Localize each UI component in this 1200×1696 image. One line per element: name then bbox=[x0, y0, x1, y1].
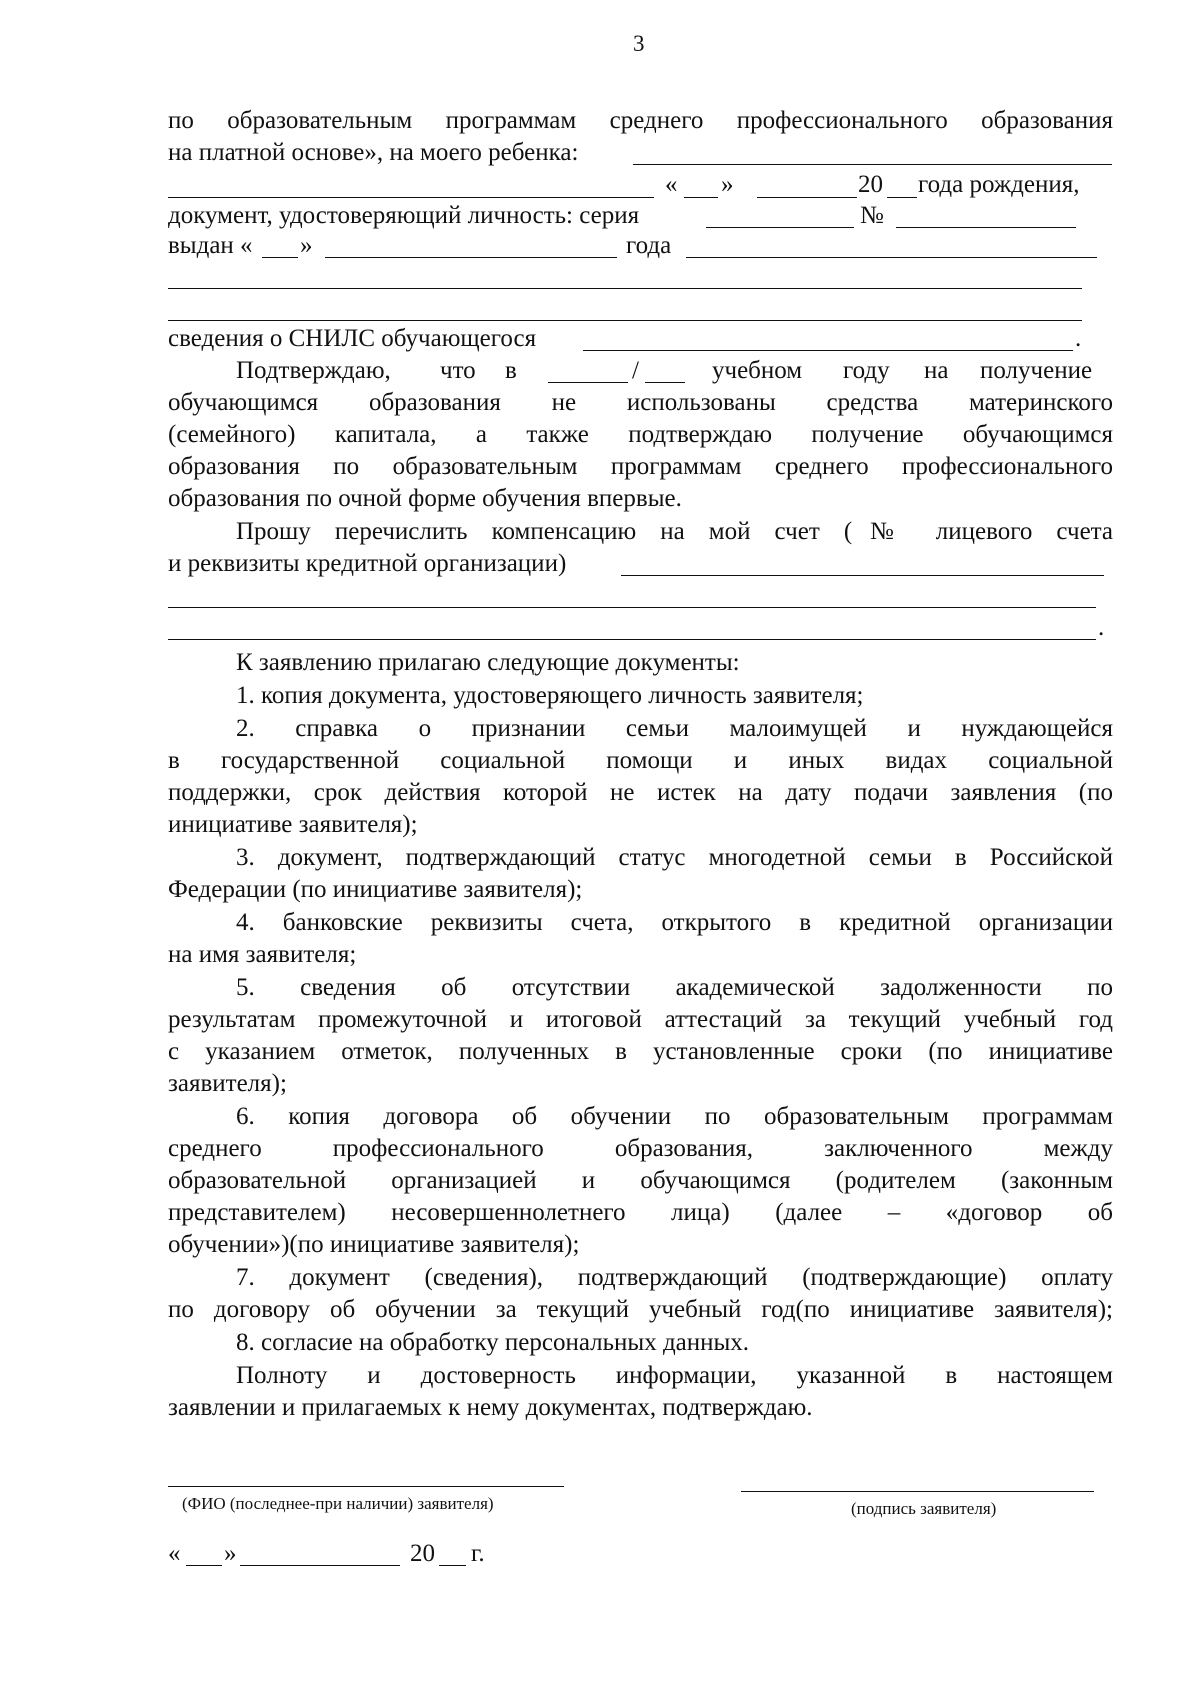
applicant-signature-field[interactable] bbox=[741, 1491, 1094, 1492]
doc-number-field[interactable] bbox=[896, 227, 1076, 228]
child-name-field-cont[interactable] bbox=[168, 197, 654, 198]
confirm-word-4: учебном bbox=[712, 357, 803, 384]
confirm-line-4: образования по образовательным программам среднего профессионального bbox=[168, 453, 1113, 480]
date-quote-open: « bbox=[168, 1540, 181, 1567]
date-month-field[interactable] bbox=[240, 1565, 400, 1566]
confirm-word-3: в bbox=[505, 357, 517, 384]
attachment-item-6-line-5: обучении»)(по инициативе заявителя); bbox=[168, 1231, 580, 1258]
birth-year-field[interactable] bbox=[887, 197, 917, 198]
confirm-line-3: (семейного) капитала, а также подтверждаю получение обучающимся bbox=[168, 421, 1113, 448]
date-year-field[interactable] bbox=[439, 1565, 466, 1566]
confirm-line-5: образования по очной форме обучения впервые. bbox=[168, 485, 682, 512]
fio-caption: (ФИО (последнее-при наличии) заявителя) bbox=[182, 1494, 494, 1513]
attachment-item-4-line-1: 4. банковские реквизиты счета, открытого в кредитной организации bbox=[236, 909, 1113, 936]
attachment-item-6-line-1: 6. копия договора об обучении по образовательным программам bbox=[236, 1103, 1113, 1130]
attachment-item-2-line-2: в государственной социальной помощи и иных видах социальной bbox=[168, 747, 1113, 774]
birth-quote-open: « bbox=[665, 171, 678, 198]
attachment-item-6-line-2: среднего профессионального образования, заключенного между bbox=[168, 1135, 1113, 1162]
birth-label: года рождения, bbox=[918, 171, 1080, 198]
doc-label: документ, удостоверяющий личность: серия bbox=[168, 202, 640, 229]
birth-day-field[interactable] bbox=[684, 197, 718, 198]
signature-caption: (подпись заявителя) bbox=[851, 1499, 997, 1518]
confirm-word-5: году bbox=[843, 357, 890, 384]
completeness-line-1: Полноту и достоверность информации, указанной в настоящем bbox=[236, 1362, 1113, 1389]
attachment-item-5-line-4: заявителя); bbox=[168, 1070, 287, 1097]
doc-series-field[interactable] bbox=[706, 227, 854, 228]
attachment-item-5-line-3: с указанием отметок, полученных в установленные сроки (по инициативе bbox=[168, 1038, 1113, 1065]
academic-year-end-field[interactable] bbox=[645, 382, 685, 383]
issued-by-field-cont-2[interactable] bbox=[168, 320, 1082, 321]
birth-month-field[interactable] bbox=[757, 197, 857, 198]
number-sign: № bbox=[860, 202, 884, 229]
completeness-line-2: заявлении и прилагаемых к нему документах, подтверждаю. bbox=[168, 1394, 813, 1421]
date-suffix: г. bbox=[471, 1540, 485, 1567]
date-quote-close: » bbox=[224, 1540, 237, 1567]
confirm-word-1: Подтверждаю, bbox=[236, 357, 391, 384]
account-field-cont-2[interactable] bbox=[168, 639, 1096, 640]
attachment-item-7-line-1: 7. документ (сведения), подтверждающий (подтверждающие) оплату bbox=[236, 1264, 1113, 1291]
intro-line-2: на платной основе», на моего ребенка: bbox=[168, 139, 579, 166]
attachment-item-5-line-1: 5. сведения об отсутствии академической задолженности по bbox=[236, 974, 1113, 1001]
attachment-item-5-line-2: результатам промежуточной и итоговой аттестаций за текущий учебный год bbox=[168, 1006, 1113, 1033]
attachment-item-2-line-4: инициативе заявителя); bbox=[168, 811, 418, 838]
account-line-1: Прошу перечислить компенсацию на мой счет (№ лицевого счета bbox=[236, 518, 1113, 545]
applicant-fio-field[interactable] bbox=[168, 1486, 564, 1487]
confirm-word-7: получение bbox=[980, 357, 1093, 384]
attachment-item-2-line-3: поддержки, срок действия которой не истек на дату подачи заявления (по bbox=[168, 779, 1113, 806]
date-year-prefix: 20 bbox=[410, 1540, 435, 1567]
birth-quote-close: » bbox=[721, 171, 734, 198]
account-field-cont-1[interactable] bbox=[168, 607, 1096, 608]
issued-quote-close: » bbox=[300, 232, 313, 259]
attachment-item-4-line-2: на имя заявителя; bbox=[168, 941, 357, 968]
attachment-item-8: 8. согласие на обработку персональных данных. bbox=[236, 1329, 750, 1356]
attachment-item-3-line-2: Федерации (по инициативе заявителя); bbox=[168, 876, 583, 903]
issued-label: выдан « bbox=[168, 232, 253, 259]
attachments-heading: К заявлению прилагаю следующие документы: bbox=[236, 649, 740, 676]
issued-month-field[interactable] bbox=[325, 257, 617, 258]
birth-year-prefix: 20 bbox=[858, 171, 883, 198]
page-number: 3 bbox=[633, 31, 645, 56]
academic-year-slash: / bbox=[632, 357, 639, 384]
attachment-item-6-line-3: образовательной организацией и обучающимся (родителем (законным bbox=[168, 1167, 1113, 1194]
intro-line-1: по образовательным программам среднего профессионального образования bbox=[168, 107, 1113, 134]
confirm-word-2: что bbox=[440, 357, 476, 384]
account-line-2: и реквизиты кредитной организации) bbox=[168, 550, 567, 577]
snils-end-dot: . bbox=[1075, 325, 1082, 352]
confirm-line-2: обучающимся образования не использованы средства материнского bbox=[168, 389, 1113, 416]
issued-year-word: года bbox=[626, 232, 672, 259]
date-day-field[interactable] bbox=[186, 1565, 222, 1566]
issued-by-field[interactable] bbox=[686, 257, 1097, 258]
academic-year-start-field[interactable] bbox=[548, 382, 628, 383]
issued-by-field-cont-1[interactable] bbox=[168, 288, 1082, 289]
attachment-item-2-line-1: 2. справка о признании семьи малоимущей и нуждающейся bbox=[236, 715, 1113, 742]
attachment-item-3-line-1: 3. документ, подтверждающий статус многодетной семьи в Российской bbox=[236, 844, 1113, 871]
attachment-item-7-line-2: по договору об обучении за текущий учебный год(по инициативе заявителя); bbox=[168, 1296, 1113, 1323]
account-field[interactable] bbox=[621, 575, 1104, 576]
account-end-dot: . bbox=[1098, 614, 1105, 641]
confirm-word-6: на bbox=[924, 357, 949, 384]
snils-field[interactable] bbox=[583, 350, 1073, 351]
snils-label: сведения о СНИЛС обучающегося bbox=[168, 325, 537, 352]
issued-day-field[interactable] bbox=[262, 257, 298, 258]
attachment-item-1: 1. копия документа, удостоверяющего личность заявителя; bbox=[236, 682, 864, 709]
child-name-field[interactable] bbox=[633, 164, 1112, 165]
attachment-item-6-line-4: представителем) несовершеннолетнего лица) (далее – «договор об bbox=[168, 1199, 1113, 1226]
